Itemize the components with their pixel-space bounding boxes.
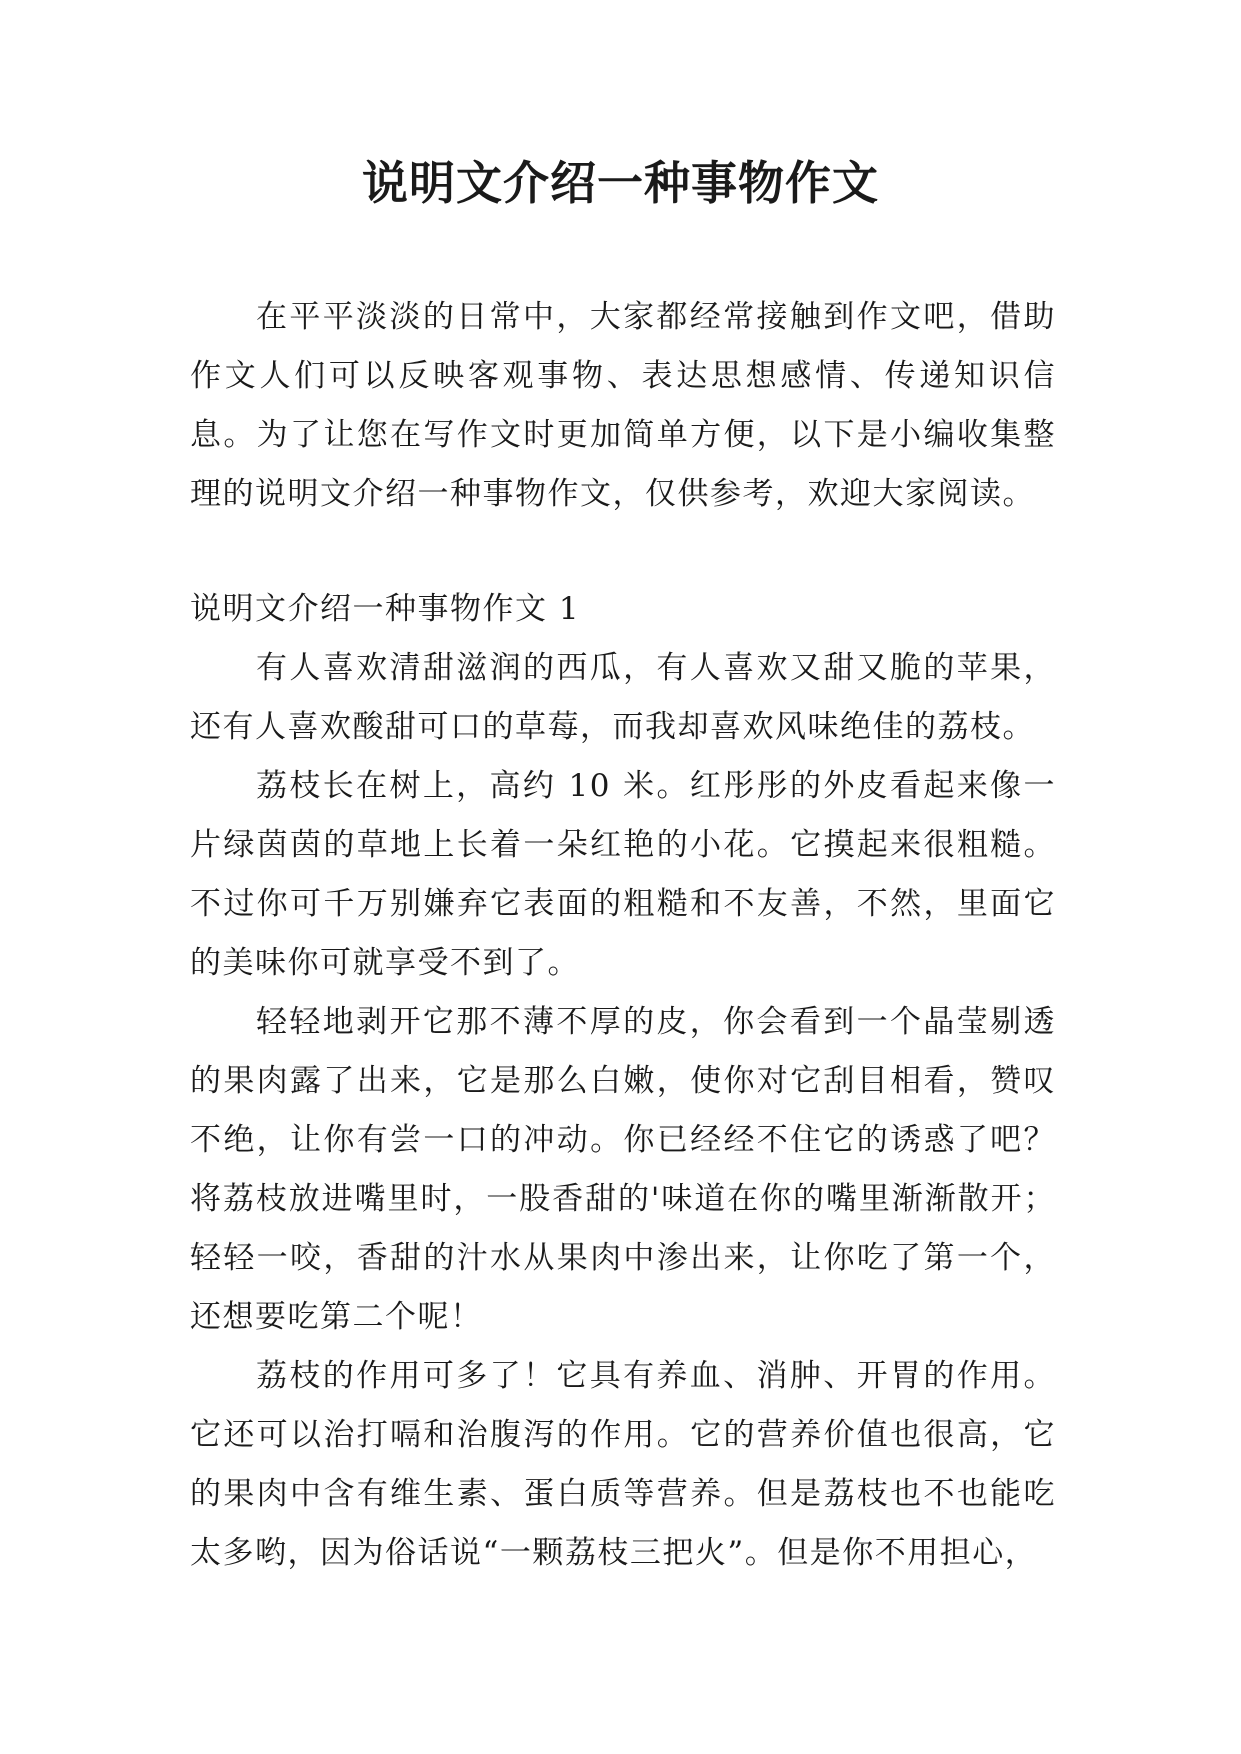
document-body — [190, 288, 1056, 1583]
intro-paragraph: 在平平淡淡的日常中，大家都经常接触到作文吧，借助作文人们可以反映客观事物、表达思想感情、传递知识信息。为了让您在写作文时更加简单方便，以下是小编收集整理的说明文介绍一种事物作文，仅供参考，欢迎大家阅读。 — [190, 299, 1056, 512]
body-paragraph: 荔枝长在树上，高约 10 米。红彤彤的外皮看起来像一片绿茵茵的草地上长着一朵红艳的小花。它摸起来很粗糙。不过你可千万别嫌弃它表面的粗糙和不友善，不然，里面它的美味你可就享受不到了。 — [190, 768, 1056, 981]
document-title: 说明文介绍一种事物作文 — [362, 156, 879, 210]
body-paragraph: 荔枝的作用可多了！它具有养血、消肿、开胃的作用。它还可以治打嗝和治腹泻的作用。它的营养价值也很高，它的果肉中含有维生素、蛋白质等营养。但是荔枝也不也能吃太多哟，因为俗话说“一颗荔枝三把火”。但是你不用担心， — [190, 1358, 1056, 1571]
body-paragraph: 有人喜欢清甜滋润的西瓜，有人喜欢又甜又脆的苹果，还有人喜欢酸甜可口的草莓，而我却喜欢风味绝佳的荔枝。 — [190, 650, 1056, 745]
body-paragraph: 轻轻地剥开它那不薄不厚的皮，你会看到一个晶莹剔透的果肉露了出来，它是那么白嫩，使你对它刮目相看，赞叹不绝，让你有尝一口的冲动。你已经经不住它的诱惑了吧？将荔枝放进嘴里时，一股香甜的'味道在你的嘴里渐渐散开；轻轻一咬，香甜的汁水从果肉中渗出来，让你吃了第一个，还想要吃第二个呢！ — [190, 1004, 1056, 1335]
section-heading: 说明文介绍一种事物作文 1 — [190, 591, 581, 627]
